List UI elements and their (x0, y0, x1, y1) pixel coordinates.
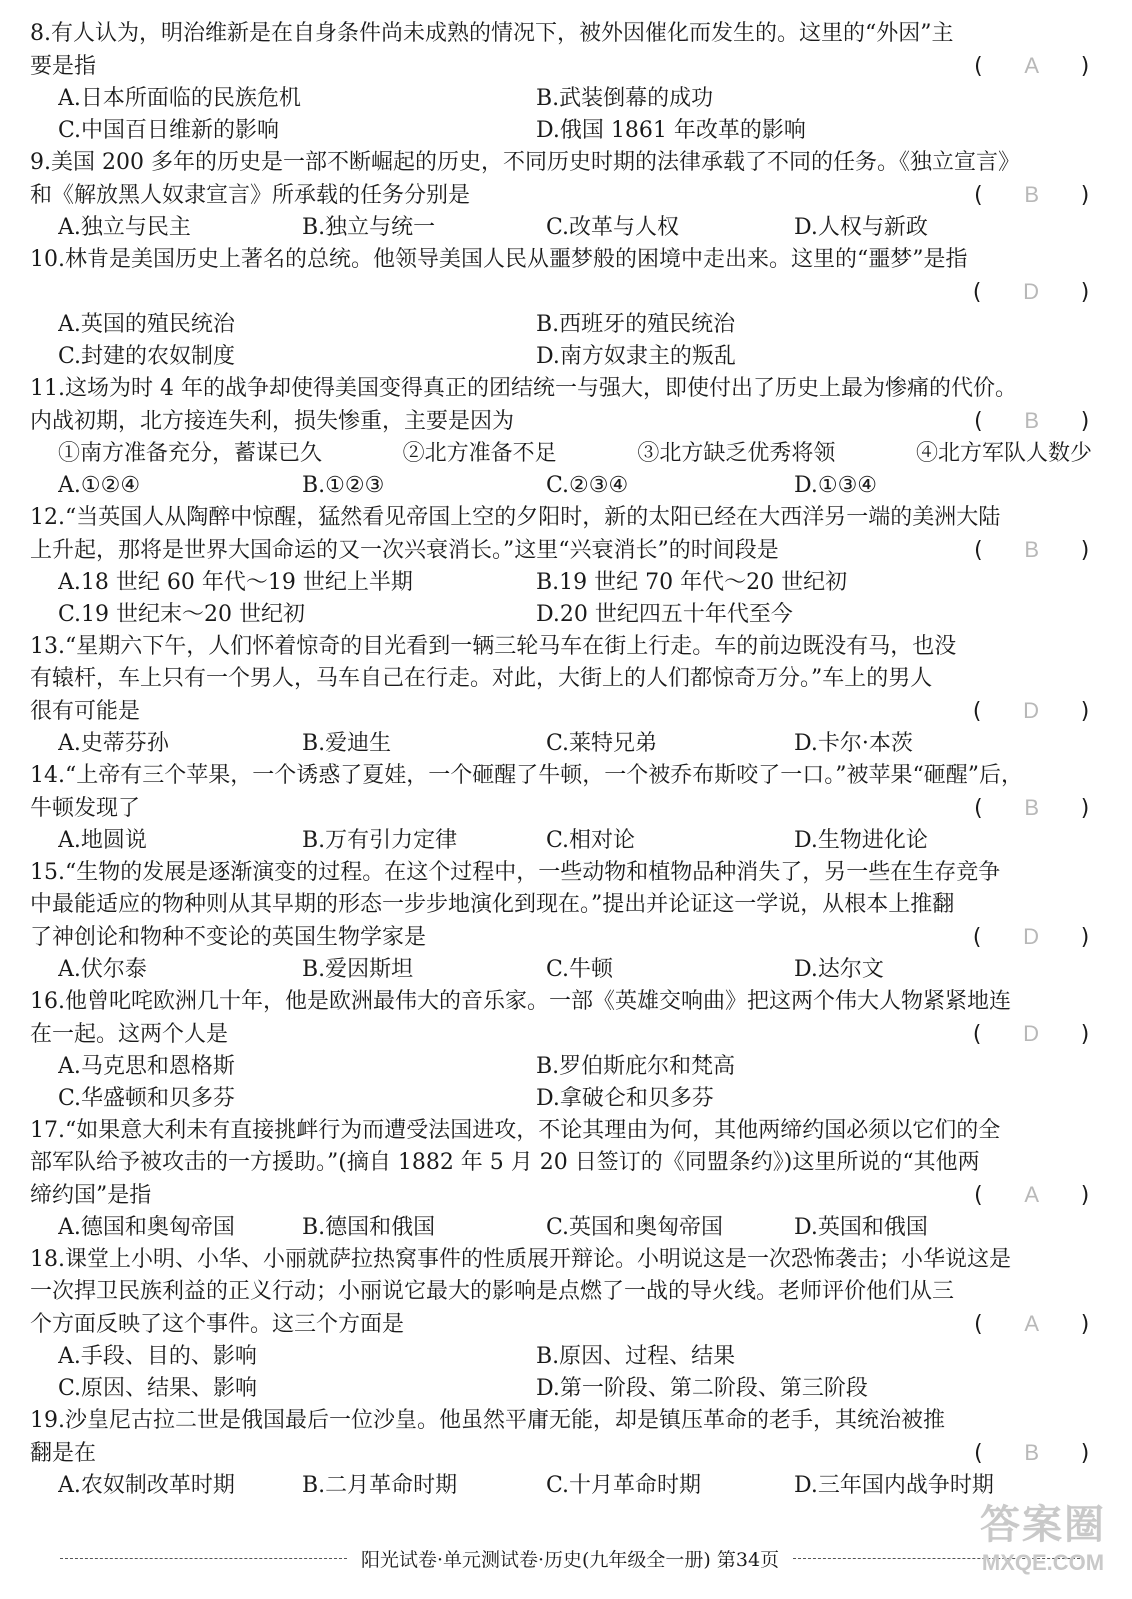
option-item: B.德国和俄国 (302, 1215, 436, 1240)
option-item: C.英国和奥匈帝国 (546, 1215, 724, 1240)
question-text: 牛顿发现了 (30, 796, 141, 821)
question-stem-line (30, 502, 1092, 534)
question-stem-line (30, 695, 1092, 728)
option-item: A.18 世纪 60 年代～19 世纪上半期 (58, 570, 413, 595)
answer-bracket: ( A ) (971, 1311, 1092, 1337)
option-list (30, 1341, 1092, 1405)
option-item: B.万有引力定律 (302, 828, 458, 853)
option-item: D.人权与新政 (794, 215, 928, 240)
answer-mark: B (1024, 182, 1040, 207)
question-text: 内战初期，北方接连失利，损失惨重，主要是因为 (30, 409, 515, 434)
question-stem-line (30, 986, 1092, 1018)
question-text: 8.有人认为，明治维新是在自身条件尚未成熟的情况下，被外因催化而发生的。这里的“外因”主 (30, 21, 954, 46)
option-item: D.第一阶段、第二阶段、第三阶段 (536, 1376, 868, 1401)
question-block (30, 18, 1092, 147)
option-item: B.二月革命时期 (302, 1473, 458, 1498)
option-item: A.独立与民主 (58, 215, 191, 240)
option-item: D.拿破仑和贝多芬 (536, 1086, 714, 1111)
question-text: 翻是在 (30, 1441, 97, 1466)
question-stem-line (30, 1018, 1092, 1051)
watermark-text: 答案圈 (980, 1503, 1106, 1547)
question-text: 19.沙皇尼古拉二世是俄国最后一位沙皇。他虽然平庸无能，却是镇压革命的老手，其统治被推 (30, 1408, 945, 1433)
option-item: D.三年国内战争时期 (794, 1473, 994, 1498)
option-item: C.中国百日维新的影响 (58, 118, 280, 143)
question-block (30, 244, 1092, 373)
answer-bracket: ( A ) (971, 53, 1092, 79)
question-stem-line (30, 1405, 1092, 1437)
answer-line (30, 276, 1092, 309)
option-item: A.史蒂芬孙 (58, 731, 169, 756)
option-item: C.华盛顿和贝多芬 (58, 1086, 236, 1111)
question-text: 一次捍卫民族利益的正义行动；小丽说它最大的影响是点燃了一战的导火线。老师评价他们从三 (30, 1279, 955, 1304)
answer-bracket: ( B ) (971, 182, 1092, 208)
question-stem-line (30, 631, 1092, 663)
question-text: 很有可能是 (30, 699, 141, 724)
answer-mark: D (1023, 698, 1040, 723)
option-list (30, 728, 1092, 760)
question-text: 中最能适应的物种则从其早期的形态一步步地演化到现在。”提出并论证这一学说，从根本上推翻 (30, 892, 955, 917)
answer-mark: D (1023, 924, 1040, 949)
option-list (30, 567, 1092, 631)
answer-bracket: ( D ) (970, 924, 1092, 950)
option-item: C.十月革命时期 (546, 1473, 702, 1498)
answer-mark: B (1024, 795, 1040, 820)
option-item: D.英国和俄国 (794, 1215, 928, 1240)
option-item: C.19 世纪末～20 世纪初 (58, 602, 306, 627)
answer-bracket: ( B ) (971, 1440, 1092, 1466)
answer-bracket: ( A ) (971, 1182, 1092, 1208)
option-list (30, 1470, 1092, 1502)
answer-mark: D (1023, 1021, 1040, 1046)
statement-list (30, 438, 1092, 470)
option-item: C.改革与人权 (546, 215, 680, 240)
option-item: B.独立与统一 (302, 215, 436, 240)
question-text: 个方面反映了这个事件。这三个方面是 (30, 1312, 405, 1337)
question-stem-line (30, 792, 1092, 825)
footer-rule-left (60, 1558, 347, 1559)
exam-page (30, 18, 1092, 1502)
question-text: 在一起。这两个人是 (30, 1022, 229, 1047)
footer-series: 阳光试卷·单元测试卷·历史(九年级全一册) (360, 1549, 711, 1571)
option-item: D.卡尔·本茨 (794, 731, 913, 756)
question-block (30, 631, 1092, 760)
option-item: A.手段、目的、影响 (58, 1344, 257, 1369)
answer-mark: A (1024, 53, 1040, 78)
answer-bracket: ( B ) (971, 795, 1092, 821)
question-stem-line (30, 18, 1092, 50)
option-item: D.生物进化论 (794, 828, 928, 853)
question-stem-line (30, 1115, 1092, 1147)
option-list (30, 83, 1092, 147)
statement-item: ③北方缺乏优秀将领 (637, 441, 836, 466)
question-stem-line (30, 760, 1092, 792)
answer-bracket: ( D ) (970, 698, 1092, 724)
question-text: 和《解放黑人奴隶宣言》所承载的任务分别是 (30, 183, 471, 208)
option-item: B.原因、过程、结果 (536, 1344, 736, 1369)
question-block (30, 760, 1092, 857)
question-block (30, 1115, 1092, 1244)
question-block (30, 502, 1092, 631)
option-item: B.①②③ (302, 473, 385, 498)
option-list (30, 212, 1092, 244)
question-stem-line (30, 921, 1092, 954)
option-item: A.农奴制改革时期 (58, 1473, 235, 1498)
statement-item: ④北方军队人数少 (915, 441, 1092, 466)
option-item: A.英国的殖民统治 (58, 312, 235, 337)
question-text: 上升起，那将是世界大国命运的又一次兴衰消长。”这里“兴衰消长”的时间段是 (30, 538, 779, 563)
statement-item: ②北方准备不足 (402, 441, 557, 466)
question-text: 部军队给予被攻击的一方援助。”(摘自 1882 年 5 月 20 日签订的《同盟条约》)这里所说的“其他两 (30, 1150, 980, 1175)
question-stem-line (30, 147, 1092, 179)
option-list (30, 470, 1092, 502)
question-text: 9.美国 200 多年的历史是一部不断崛起的历史，不同历史时期的法律承载了不同的任务。《独立宣言》 (30, 150, 1020, 175)
question-text: 缔约国”是指 (30, 1183, 152, 1208)
option-item: C.封建的农奴制度 (58, 344, 236, 369)
question-stem-line (30, 889, 1092, 921)
answer-mark: A (1024, 1311, 1040, 1336)
option-item: A.伏尔泰 (58, 957, 147, 982)
question-text: 13.“星期六下午，人们怀着惊奇的目光看到一辆三轮马车在街上行走。车的前边既没有马，也没 (30, 634, 957, 659)
option-item: D.南方奴隶主的叛乱 (536, 344, 736, 369)
question-stem-line (30, 1308, 1092, 1341)
option-item: B.爱迪生 (302, 731, 392, 756)
option-item: D.20 世纪四五十年代至今 (536, 602, 793, 627)
option-item: B.武装倒幕的成功 (536, 86, 714, 111)
option-item: B.罗伯斯庇尔和梵高 (536, 1054, 736, 1079)
question-text: 要是指 (30, 54, 97, 79)
question-stem-line (30, 1276, 1092, 1308)
option-item: C.②③④ (546, 473, 629, 498)
question-text: 17.“如果意大利未有直接挑衅行为而遭受法国进攻，不论其理由为何，其他两缔约国必须以它们的全 (30, 1118, 1001, 1143)
option-item: A.德国和奥匈帝国 (58, 1215, 235, 1240)
question-block (30, 147, 1092, 244)
option-item: C.牛顿 (546, 957, 614, 982)
question-block (30, 986, 1092, 1115)
question-text: 16.他曾叱咤欧洲几十年，他是欧洲最伟大的音乐家。一部《英雄交响曲》把这两个伟大人物紧紧地连 (30, 989, 1011, 1014)
question-block (30, 857, 1092, 986)
question-block (30, 373, 1092, 502)
option-item: B.西班牙的殖民统治 (536, 312, 736, 337)
question-stem-line (30, 405, 1092, 438)
answer-mark: D (1023, 279, 1040, 304)
watermark-url: MXQE.COM (981, 1550, 1105, 1575)
question-stem-line (30, 373, 1092, 405)
answer-bracket: ( D ) (970, 279, 1092, 305)
question-stem-line (30, 179, 1092, 212)
question-text: 了神创论和物种不变论的英国生物学家是 (30, 925, 427, 950)
option-item: C.相对论 (546, 828, 636, 853)
question-text: 15.“生物的发展是逐渐演变的过程。在这个过程中，一些动物和植物品种消失了，另一些在生存竞争 (30, 860, 1001, 885)
question-text: 18.课堂上小明、小华、小丽就萨拉热窝事件的性质展开辩论。小明说这是一次恐怖袭击；小华说这是 (30, 1247, 1011, 1272)
answer-bracket: ( D ) (970, 1021, 1092, 1047)
question-stem-line (30, 1437, 1092, 1470)
question-stem-line (30, 1147, 1092, 1179)
option-item: D.①③④ (794, 473, 878, 498)
option-item: D.俄国 1861 年改革的影响 (536, 118, 806, 143)
option-item: B.爱因斯坦 (302, 957, 414, 982)
watermark-logo (968, 1500, 1118, 1590)
answer-mark: B (1024, 408, 1040, 433)
answer-bracket: ( B ) (971, 537, 1092, 563)
question-text: 14.“上帝有三个苹果，一个诱惑了夏娃，一个砸醒了牛顿，一个被乔布斯咬了一口。”被苹果“砸醒”后， (30, 763, 1023, 788)
option-item: C.莱特兄弟 (546, 731, 658, 756)
answer-mark: B (1024, 1440, 1040, 1465)
option-item: A.①②④ (58, 473, 141, 498)
option-list (30, 1212, 1092, 1244)
option-list (30, 825, 1092, 857)
statement-item: ①南方准备充分，蓄谋已久 (58, 441, 323, 466)
question-stem-line (30, 663, 1092, 695)
answer-mark: B (1024, 537, 1040, 562)
option-list (30, 309, 1092, 373)
answer-mark: A (1024, 1182, 1040, 1207)
question-stem-line (30, 50, 1092, 83)
question-stem-line (30, 1244, 1092, 1276)
option-list (30, 954, 1092, 986)
option-item: C.原因、结果、影响 (58, 1376, 258, 1401)
question-stem-line (30, 534, 1092, 567)
question-text: 10.林肯是美国历史上著名的总统。他领导美国人民从噩梦般的困境中走出来。这里的“噩梦”是指 (30, 247, 968, 272)
option-item: A.地圆说 (58, 828, 147, 853)
footer-page-number: 第34页 (716, 1549, 780, 1571)
option-list (30, 1051, 1092, 1115)
question-block (30, 1244, 1092, 1405)
option-item: B.19 世纪 70 年代～20 世纪初 (536, 570, 848, 595)
option-item: D.达尔文 (794, 957, 884, 982)
question-stem-line (30, 857, 1092, 889)
option-item: A.日本所面临的民族危机 (58, 86, 301, 111)
question-block (30, 1405, 1092, 1502)
question-stem-line (30, 244, 1092, 276)
question-text: 12.“当英国人从陶醉中惊醒，猛然看见帝国上空的夕阳时，新的太阳已经在大西洋另一端的美洲大陆 (30, 505, 1001, 530)
question-stem-line (30, 1179, 1092, 1212)
option-item: A.马克思和恩格斯 (58, 1054, 235, 1079)
answer-bracket: ( B ) (971, 408, 1092, 434)
page-footer (60, 1545, 1080, 1572)
question-text: 11.这场为时 4 年的战争却使得美国变得真正的团结统一与强大，即使付出了历史上最为惨痛的代价。 (30, 376, 1017, 401)
question-text: 有辕杆，车上只有一个男人，马车自己在行走。对此，大街上的人们都惊奇万分。”车上的男人 (30, 666, 933, 691)
footer-title (347, 1545, 793, 1572)
